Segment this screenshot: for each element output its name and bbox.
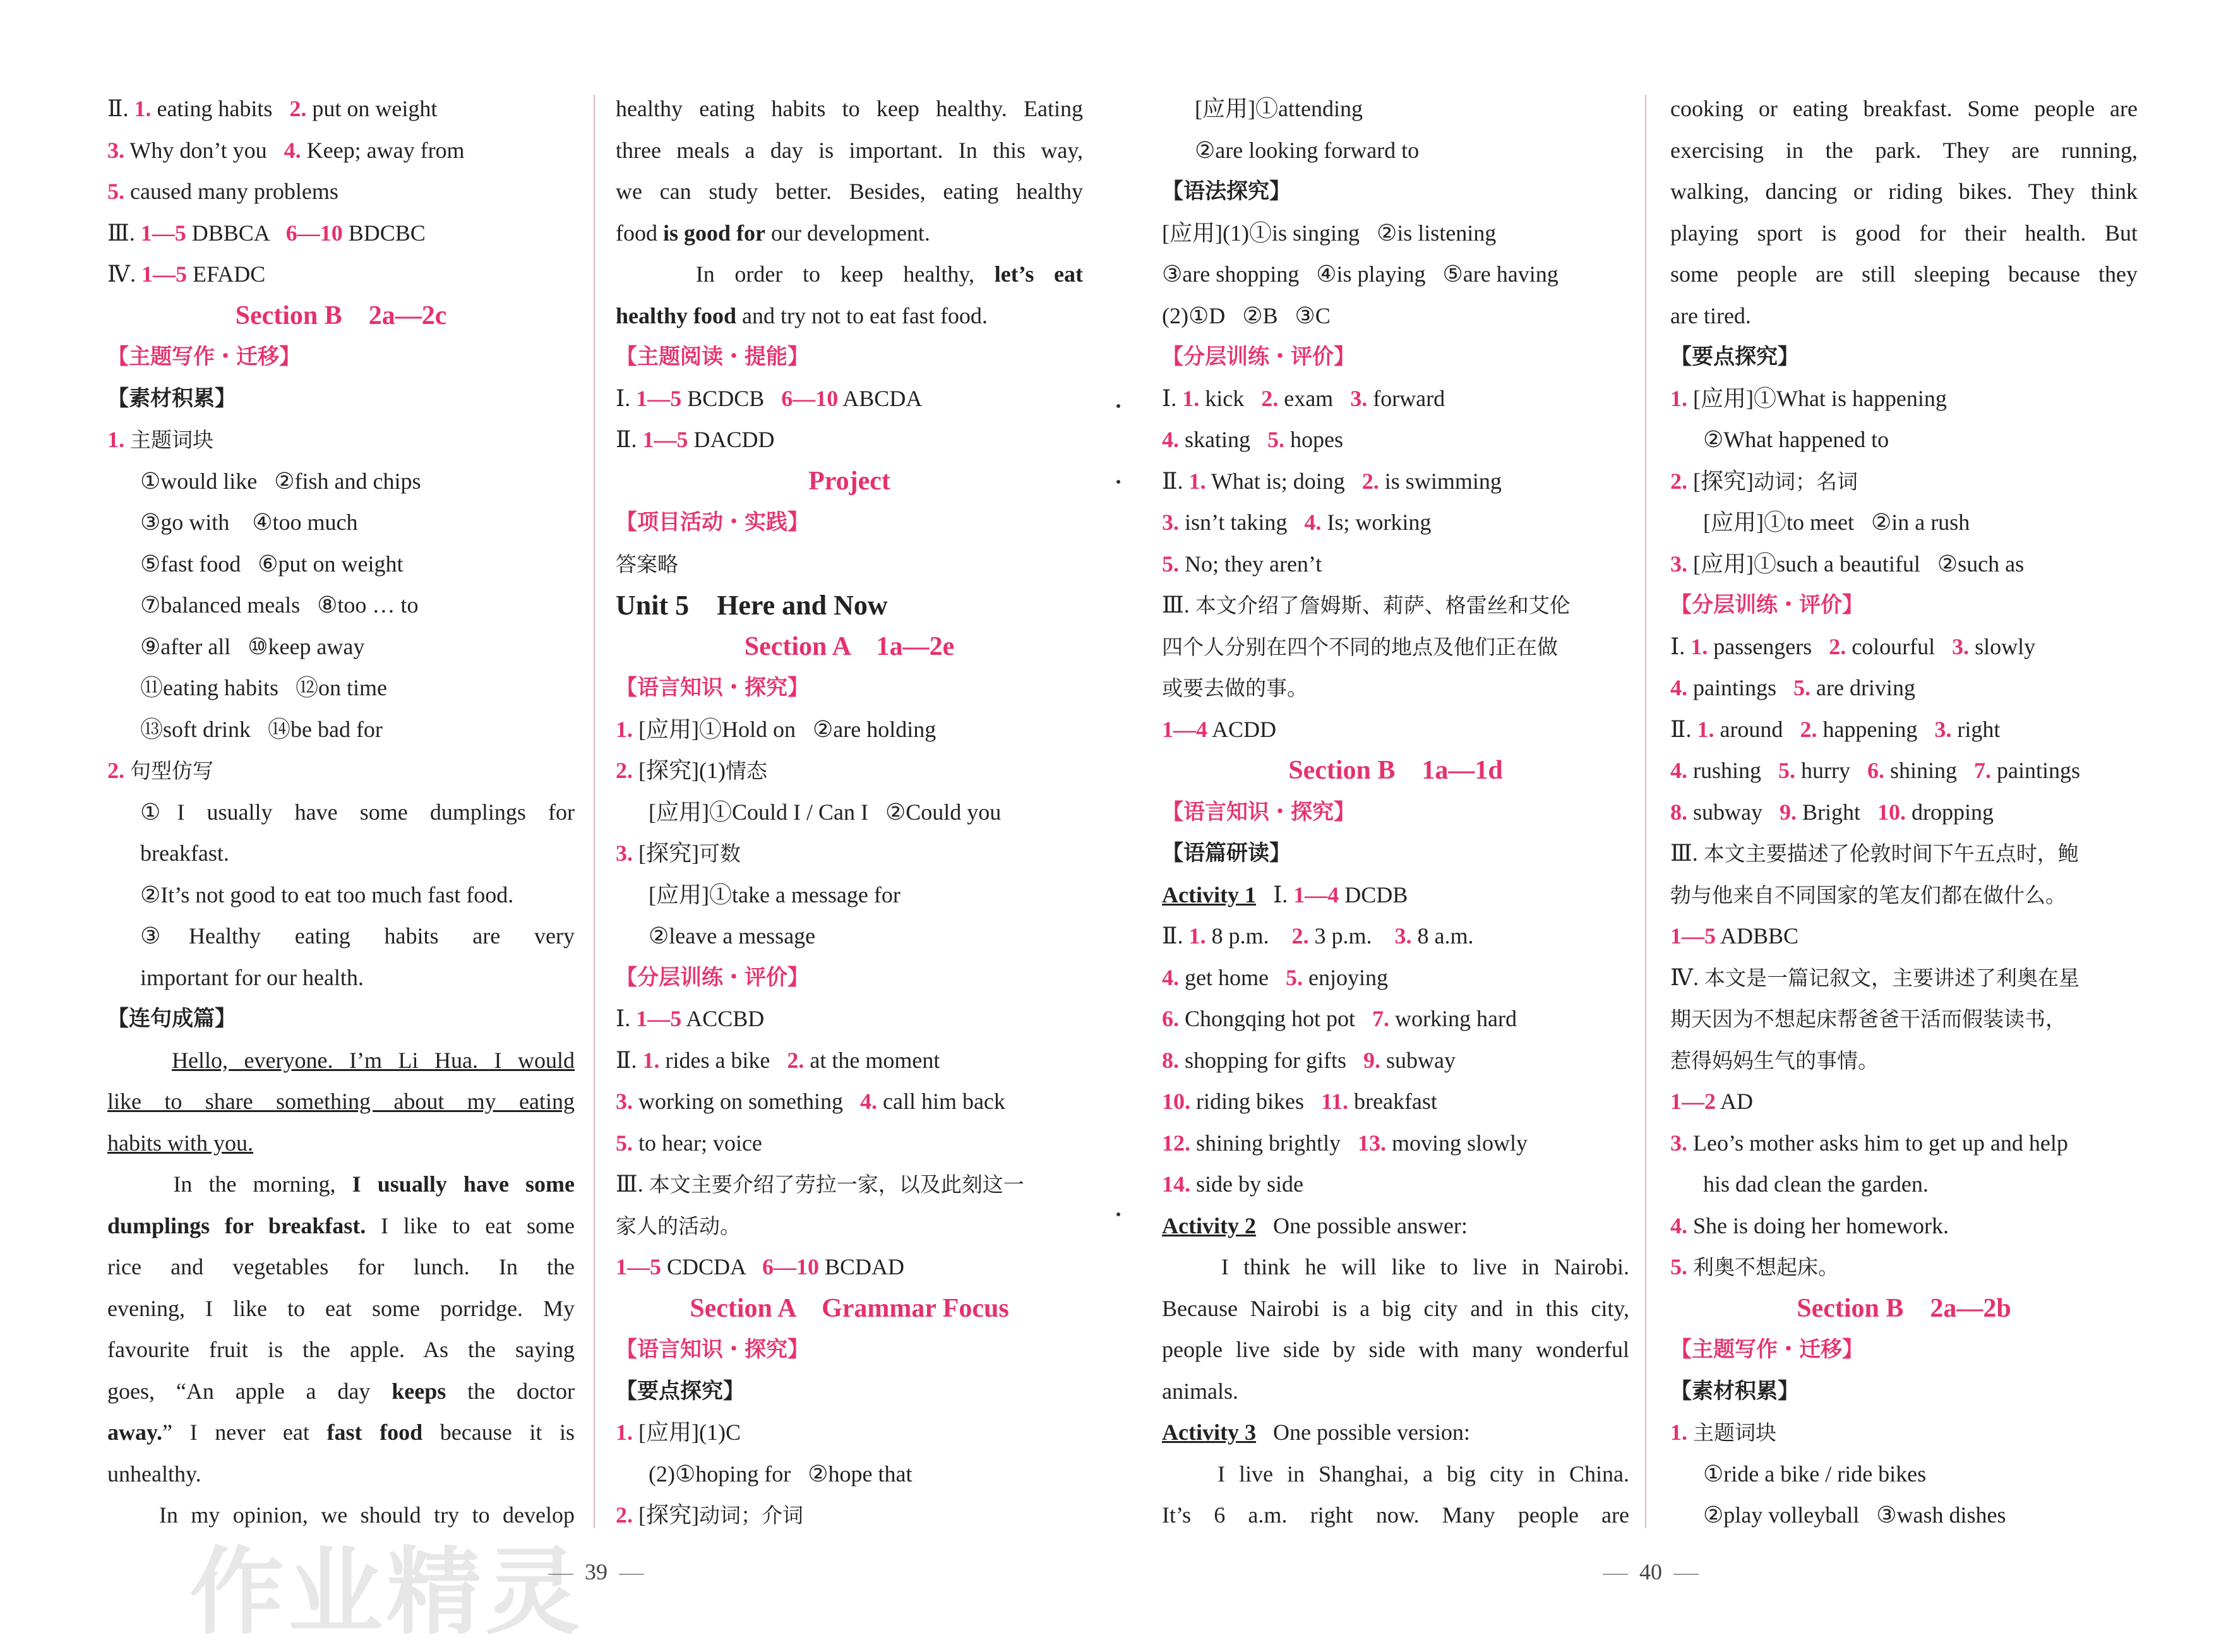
- col3-line: I live in Shanghai, a big city in China.: [1162, 1461, 1629, 1487]
- col4-line: Ⅲ. 本文主要描述了伦敦时间下午五点时，鲍: [1670, 841, 2079, 866]
- col1-line: favourite fruit is the apple. As the saying: [107, 1337, 575, 1362]
- col4-line: 【主题写作・迁移】: [1670, 1337, 1864, 1362]
- col2-line: 【语言知识・探究】: [616, 1337, 809, 1362]
- col1-line: important for our health.: [140, 964, 364, 990]
- col4-line: 1. [应用]①What is happening: [1670, 385, 1947, 411]
- col1-line: like to share something about my eating: [107, 1089, 575, 1114]
- col1-line: Ⅲ. 1—5 DBBCA 6—10 BDCBC: [107, 220, 426, 246]
- col1-line: Ⅱ. 1. eating habits 2. put on weight: [107, 96, 438, 121]
- col1-line: In the morning, I usually have some: [107, 1171, 575, 1197]
- col4-line: are tired.: [1670, 302, 1751, 328]
- col2-line: Unit 5 Here and Now: [616, 590, 888, 621]
- col3-line: It’s 6 a.m. right now. Many people are: [1162, 1502, 1629, 1528]
- col1-line: ⑪eating habits ⑫on time: [140, 675, 387, 700]
- col3-line: Section B 1a—1d: [1288, 756, 1503, 785]
- col1-line: ⑤fast food ⑥put on weight: [140, 551, 404, 577]
- col1-line: away.” I never eat fast food because it is: [107, 1420, 575, 1445]
- col3-line: animals.: [1162, 1378, 1238, 1404]
- col4-line: ②play volleyball ③wash dishes: [1703, 1502, 2006, 1528]
- col3-line: Ⅱ. 1. What is; doing 2. is swimming: [1162, 468, 1502, 494]
- col2-line: Ⅱ. 1. rides a bike 2. at the moment: [616, 1047, 940, 1073]
- col4-line: Ⅰ. 1. passengers 2. colourful 3. slowly: [1670, 633, 2036, 659]
- col3-line: 【分层训练・评价】: [1162, 344, 1355, 369]
- col3-line: I think he will like to live in Nairobi.: [1162, 1254, 1629, 1279]
- col2-line: Section A Grammar Focus: [690, 1293, 1009, 1323]
- col1-line: ①would like ②fish and chips: [140, 468, 421, 494]
- col2-line: 2. [探究](1)情态: [616, 758, 767, 783]
- col2-line: 【分层训练・评价】: [616, 964, 809, 990]
- col3-line: ③are shopping ④is playing ⑤are having: [1162, 261, 1559, 287]
- col2-line: Project: [808, 466, 890, 496]
- column-divider-1: [594, 95, 595, 1528]
- col4-line: 【要点探究】: [1670, 344, 1799, 369]
- col3-line: 【语言知识・探究】: [1162, 799, 1355, 825]
- col3-line: 【语篇研读】: [1162, 841, 1291, 866]
- col1-line: 3. Why don’t you 4. Keep; away from: [107, 137, 465, 163]
- col1-line: breakfast.: [140, 841, 229, 866]
- col3-line: Because Nairobi is a big city and in this city,: [1162, 1295, 1629, 1321]
- col2-line: 【要点探究】: [616, 1378, 745, 1404]
- col4-line: exercising in the park. They are running,: [1670, 137, 2138, 163]
- col4-line: 5. 利奥不想起床。: [1670, 1254, 1839, 1279]
- col2-line: we can study better. Besides, eating healthy: [616, 179, 1083, 204]
- col4-line: walking, dancing or riding bikes. They think: [1670, 179, 2138, 204]
- col4-line: ②What happened to: [1703, 427, 1889, 452]
- col1-line: ⑨after all ⑩keep away: [140, 633, 365, 659]
- col4-line: 3. [应用]①such a beautiful ②such as: [1670, 551, 2025, 577]
- col1-line: 5. caused many problems: [107, 179, 338, 204]
- col3-line: Ⅲ. 本文介绍了詹姆斯、莉萨、格雷丝和艾伦: [1162, 592, 1571, 618]
- col3-line: Ⅰ. 1. kick 2. exam 3. forward: [1162, 385, 1445, 411]
- col3-line: people live side by side with many wonderful: [1162, 1337, 1629, 1362]
- col2-line: 5. to hear; voice: [616, 1130, 762, 1156]
- col2-line: Ⅲ. 本文主要介绍了劳拉一家，以及此刻这一: [616, 1171, 1024, 1197]
- col1-line: ②It’s not good to eat too much fast food.: [140, 882, 514, 907]
- col4-line: 【分层训练・评价】: [1670, 592, 1864, 618]
- col1-line: habits with you.: [107, 1130, 253, 1156]
- col3-line: Ⅱ. 1. 8 p.m. 2. 3 p.m. 3. 8 a.m.: [1162, 923, 1474, 949]
- col2-line: Ⅰ. 1—5 BCDCB 6—10 ABCDA: [616, 385, 923, 411]
- col4-line: his dad clean the garden.: [1703, 1171, 1929, 1197]
- col1-line: Section B 2a—2c: [235, 301, 447, 330]
- col2-line: [应用]①take a message for: [649, 882, 901, 907]
- col4-line: 期天因为不想起床帮爸爸干活而假装读书，: [1670, 1007, 2066, 1031]
- col2-line: Ⅰ. 1—5 ACCBD: [616, 1006, 765, 1031]
- col2-line: 1—5 CDCDA 6—10 BCDAD: [616, 1254, 905, 1279]
- col3-line: 4. get home 5. enjoying: [1162, 964, 1388, 990]
- col4-line: 1—5 ADBBC: [1670, 923, 1799, 949]
- col2-line: Ⅱ. 1—5 DACDD: [616, 427, 775, 452]
- col2-line: 【项目活动・实践】: [616, 510, 809, 535]
- col3-line: 5. No; they aren’t: [1162, 551, 1322, 577]
- col2-line: 3. [探究]可数: [616, 841, 741, 866]
- col2-line: healthy food and try not to eat fast food.: [616, 302, 988, 328]
- col2-line: 【主题阅读・提能】: [616, 344, 809, 369]
- col1-line: 2. 句型仿写: [107, 758, 213, 783]
- col1-line: ⑬soft drink ⑭be bad for: [140, 716, 383, 742]
- col4-line: 惹得妈妈生气的事情。: [1670, 1048, 1879, 1073]
- col3-line: 8. shopping for gifts 9. subway: [1162, 1047, 1456, 1073]
- col3-line: 四个人分别在四个不同的地点及他们正在做: [1162, 634, 1558, 659]
- col2-line: In order to keep healthy, let’s eat: [616, 261, 1083, 287]
- col2-line: 3. working on something 4. call him back: [616, 1089, 1005, 1114]
- col1-line: In my opinion, we should try to develop: [107, 1502, 575, 1528]
- col1-line: 【主题写作・迁移】: [107, 344, 301, 369]
- watermark: 作业精灵: [189, 1538, 584, 1648]
- col2-line: healthy eating habits to keep healthy. Eating: [616, 96, 1083, 121]
- col2-line: [应用]①Could I / Can I ②Could you: [649, 799, 1002, 825]
- col4-line: 4. rushing 5. hurry 6. shining 7. paintings: [1670, 758, 2080, 783]
- col1-line: ③Healthy eating habits are very: [140, 923, 575, 949]
- column-1: [107, 88, 575, 1536]
- col2-line: (2)①hoping for ②hope that: [649, 1461, 913, 1487]
- col4-line: Section B 2a—2b: [1797, 1293, 2011, 1323]
- col3-line: 6. Chongqing hot pot 7. working hard: [1162, 1006, 1517, 1031]
- col4-line: playing sport is good for their health. But: [1670, 220, 2138, 246]
- col3-line: 10. riding bikes 11. breakfast: [1162, 1089, 1437, 1114]
- col3-line: Activity 1 Ⅰ. 1—4 DCDB: [1162, 882, 1408, 907]
- col3-line: 14. side by side: [1162, 1171, 1303, 1197]
- column-3: [1162, 88, 1629, 1536]
- col4-line: some people are still sleeping because they: [1670, 261, 2138, 287]
- col3-line: 4. skating 5. hopes: [1162, 427, 1343, 452]
- col1-line: unhealthy.: [107, 1461, 201, 1487]
- col3-line: 【语法探究】: [1162, 179, 1291, 204]
- col1-line: evening, I like to eat some porridge. My: [107, 1295, 575, 1321]
- col2-line: three meals a day is important. In this way,: [616, 137, 1083, 163]
- col4-line: 勃与他来自不同国家的笔友们都在做什么。: [1670, 882, 2066, 907]
- col4-line: 1. 主题词块: [1670, 1420, 1776, 1445]
- col1-line: ①I usually have some dumplings for: [140, 799, 575, 825]
- col1-line: Hello, everyone. I’m Li Hua. I would: [172, 1047, 575, 1073]
- col2-line: Section A 1a—2e: [744, 631, 955, 661]
- column-4: [1670, 88, 2138, 1536]
- col2-line: 家人的活动。: [616, 1213, 741, 1238]
- col3-line: [应用](1)①is singing ②is listening: [1162, 220, 1497, 246]
- margin-dot: [1116, 404, 1120, 408]
- col2-line: 2. [探究]动词；介词: [616, 1502, 803, 1528]
- col3-line: 3. isn’t taking 4. Is; working: [1162, 510, 1432, 535]
- column-divider-2: [1645, 95, 1646, 1528]
- col4-line: 8. subway 9. Bright 10. dropping: [1670, 799, 1994, 825]
- margin-dot: [1116, 1212, 1120, 1216]
- col4-line: 【素材积累】: [1670, 1378, 1799, 1404]
- col4-line: [应用]①to meet ②in a rush: [1703, 510, 1970, 535]
- col1-line: goes, “An apple a day keeps the doctor: [107, 1378, 575, 1404]
- col1-line: 【连句成篇】: [107, 1006, 236, 1031]
- col1-line: 【素材积累】: [107, 385, 236, 411]
- col4-line: 3. Leo’s mother asks him to get up and help: [1670, 1130, 2068, 1156]
- page-number-right: 40: [1591, 1559, 1710, 1585]
- col4-line: cooking or eating breakfast. Some people are: [1670, 96, 2138, 121]
- col1-line: Ⅳ. 1—5 EFADC: [107, 261, 266, 287]
- margin-dot: [1116, 480, 1120, 484]
- col3-line: Activity 2 One possible answer:: [1162, 1212, 1468, 1238]
- column-2: [616, 88, 1083, 1536]
- col3-line: Activity 3 One possible version:: [1162, 1420, 1470, 1445]
- col3-line: (2)①D ②B ③C: [1162, 302, 1331, 328]
- col2-line: food is good for our development.: [616, 220, 930, 246]
- col1-line: ③go with ④too much: [140, 510, 358, 535]
- col4-line: Ⅱ. 1. around 2. happening 3. right: [1670, 716, 2001, 742]
- col1-line: 1. 主题词块: [107, 427, 213, 452]
- col2-line: 1. [应用]①Hold on ②are holding: [616, 716, 936, 742]
- col4-line: 1—2 AD: [1670, 1089, 1754, 1114]
- col1-line: dumplings for breakfast. I like to eat some: [107, 1212, 575, 1238]
- col3-line: 1—4 ACDD: [1162, 716, 1277, 742]
- col3-line: [应用]①attending: [1195, 96, 1363, 121]
- col4-line: Ⅳ. 本文是一篇记叙文，主要讲述了利奥在星: [1670, 964, 2079, 990]
- col4-line: ①ride a bike / ride bikes: [1703, 1461, 1927, 1487]
- col2-line: 答案略: [616, 551, 678, 577]
- col3-line: ②are looking forward to: [1195, 137, 1420, 163]
- col1-line: rice and vegetables for lunch. In the: [107, 1254, 575, 1279]
- col2-line: 1. [应用](1)C: [616, 1420, 741, 1445]
- col4-line: 4. paintings 5. are driving: [1670, 675, 1915, 700]
- col4-line: 4. She is doing her homework.: [1670, 1212, 1949, 1238]
- col4-line: 2. [探究]动词；名词: [1670, 468, 1858, 494]
- page-number-left: 39: [537, 1559, 655, 1585]
- col3-line: 12. shining brightly 13. moving slowly: [1162, 1130, 1528, 1156]
- col2-line: ②leave a message: [649, 923, 816, 949]
- col1-line: ⑦balanced meals ⑧too … to: [140, 592, 419, 618]
- col3-line: 或要去做的事。: [1162, 676, 1308, 700]
- col2-line: 【语言知识・探究】: [616, 675, 809, 700]
